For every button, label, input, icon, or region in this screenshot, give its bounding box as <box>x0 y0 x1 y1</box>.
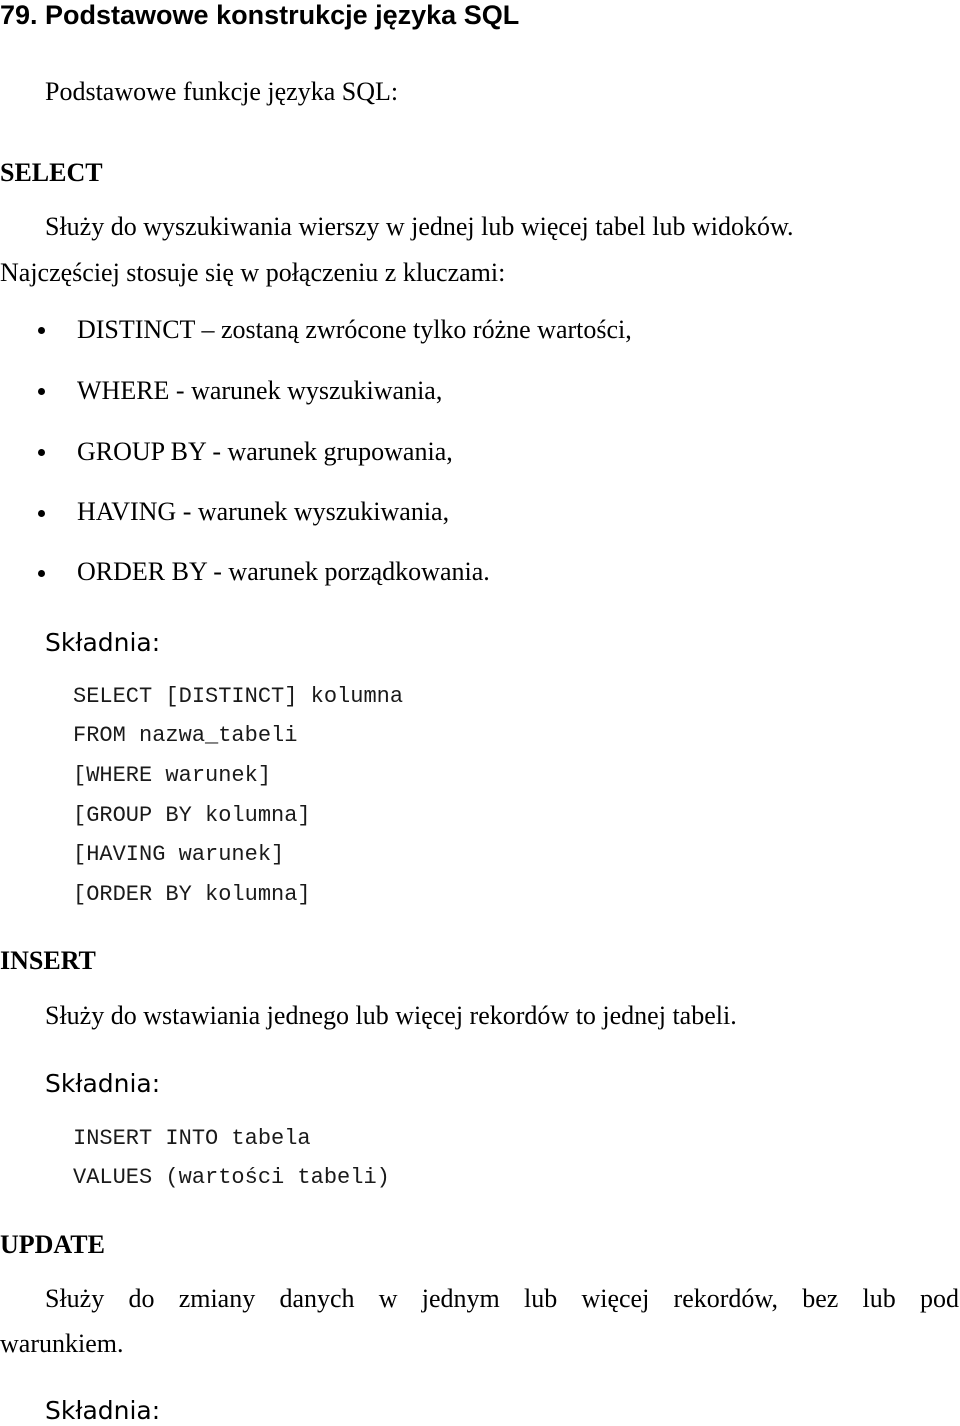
bullet-icon <box>38 388 45 395</box>
list-item-text: ORDER BY - warunek porządkowania. <box>77 557 490 586</box>
select-heading: SELECT <box>0 158 103 187</box>
list-item-text: GROUP BY - warunek grupowania, <box>77 437 453 466</box>
list-item-text: DISTINCT – zostaną zwrócone tylko różne wartości, <box>77 315 632 344</box>
bullet-icon <box>38 449 45 456</box>
code-line: [HAVING warunek] <box>73 842 285 867</box>
code-line: FROM nazwa_tabeli <box>73 723 298 748</box>
insert-description: Służy do wstawiania jednego lub więcej rekordów to jednej tabeli. <box>45 1001 737 1030</box>
select-syntax-label: Składnia: <box>45 628 161 657</box>
code-line: SELECT [DISTINCT] kolumna <box>73 684 404 709</box>
list-item-text: HAVING - warunek wyszukiwania, <box>77 497 450 526</box>
intro-text: Podstawowe funkcje języka SQL: <box>45 77 399 106</box>
update-description: Służy do zmiany danych w jednym lub więcej rekordów, bez lub pod <box>45 1284 959 1313</box>
page-title: 79. Podstawowe konstrukcje języka SQL <box>0 0 520 30</box>
bullet-icon <box>38 510 45 517</box>
update-syntax-label: Składnia: <box>45 1396 161 1425</box>
select-description-cont: Najczęściej stosuje się w połączeniu z kluczami: <box>0 258 506 287</box>
update-description-cont: warunkiem. <box>0 1329 124 1358</box>
bullet-icon <box>38 327 45 334</box>
code-line: [GROUP BY kolumna] <box>73 803 311 828</box>
code-line: [WHERE warunek] <box>73 763 272 788</box>
code-line: INSERT INTO tabela <box>73 1126 311 1151</box>
bullet-icon <box>38 570 45 577</box>
insert-heading: INSERT <box>0 946 96 975</box>
code-line: VALUES (wartości tabeli) <box>73 1165 390 1190</box>
update-heading: UPDATE <box>0 1230 105 1259</box>
list-item-text: WHERE - warunek wyszukiwania, <box>77 376 443 405</box>
insert-syntax-label: Składnia: <box>45 1069 161 1098</box>
select-description: Służy do wyszukiwania wierszy w jednej lub więcej tabel lub widoków. <box>45 212 794 241</box>
code-line: [ORDER BY kolumna] <box>73 882 311 907</box>
